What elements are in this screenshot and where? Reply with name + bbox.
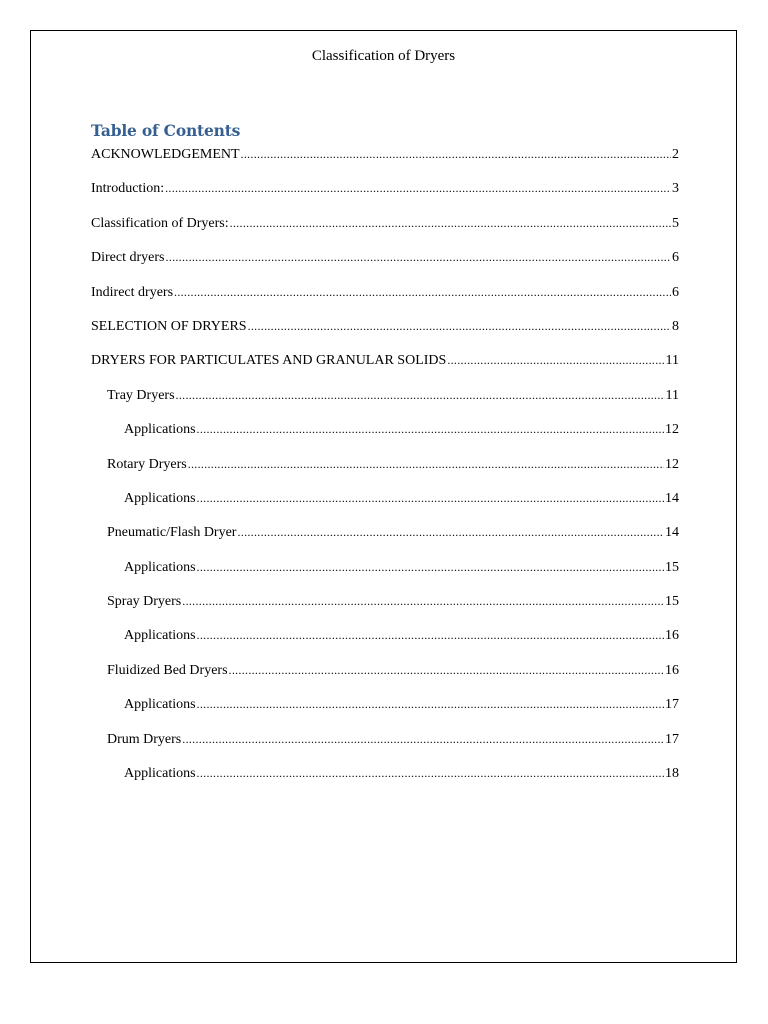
toc-entry-label[interactable]: ACKNOWLEDGEMENT xyxy=(91,147,240,162)
toc-entry[interactable] xyxy=(91,660,679,694)
toc-entry-label[interactable]: Applications xyxy=(124,559,196,575)
document-page xyxy=(30,30,737,963)
toc-dot-leader xyxy=(197,694,664,714)
toc-entry-page-number[interactable]: 17 xyxy=(665,731,679,747)
toc-entry-page-number[interactable]: 8 xyxy=(672,318,679,334)
toc-entry[interactable] xyxy=(91,694,679,728)
toc-entry[interactable] xyxy=(91,350,679,384)
toc-dot-leader xyxy=(197,557,664,577)
toc-entry-page-number[interactable]: 3 xyxy=(672,181,679,197)
toc-entry[interactable] xyxy=(91,213,679,247)
toc-entry-page-number[interactable]: 18 xyxy=(665,766,679,782)
toc-entry-page-number[interactable]: 6 xyxy=(672,284,679,300)
toc-dot-leader xyxy=(447,350,664,370)
toc-entry[interactable] xyxy=(91,454,679,488)
toc-entry-label[interactable]: Fluidized Bed Dryers xyxy=(107,662,228,678)
toc-entry[interactable] xyxy=(91,282,679,316)
toc-dot-leader xyxy=(165,178,671,198)
toc-entry[interactable] xyxy=(91,557,679,591)
toc-entry[interactable] xyxy=(91,763,679,797)
toc-dot-leader xyxy=(165,247,671,267)
toc-entry-page-number[interactable]: 14 xyxy=(665,490,679,506)
toc-entry-label[interactable]: Introduction: xyxy=(91,181,165,197)
toc-entry[interactable] xyxy=(91,144,679,178)
toc-entry-label[interactable]: Applications xyxy=(124,422,196,438)
toc-entry-label[interactable]: Indirect dryers xyxy=(91,284,174,300)
toc-entry[interactable] xyxy=(91,178,679,212)
toc-dot-leader xyxy=(248,316,671,336)
toc-dot-leader xyxy=(197,419,664,439)
toc-dot-leader xyxy=(182,729,664,749)
toc-dot-leader xyxy=(182,591,664,611)
toc-dot-leader xyxy=(174,282,671,302)
toc-entry-label[interactable]: Classification of Dryers: xyxy=(91,215,229,231)
toc-entry[interactable] xyxy=(91,625,679,659)
toc-entry-label[interactable]: Applications xyxy=(124,766,196,782)
toc-entry-page-number[interactable]: 6 xyxy=(672,250,679,266)
toc-entry-page-number[interactable]: 5 xyxy=(672,215,679,231)
toc-entry-label[interactable]: Applications xyxy=(124,697,196,713)
toc-entry[interactable] xyxy=(91,591,679,625)
toc-entry-page-number[interactable]: 16 xyxy=(665,662,679,678)
toc-entry[interactable] xyxy=(91,488,679,522)
toc-entry-page-number[interactable]: 15 xyxy=(665,559,679,575)
toc-dot-leader xyxy=(176,385,665,405)
toc-entry[interactable] xyxy=(91,316,679,350)
page-header: Classification of Dryers xyxy=(311,48,456,64)
toc-dot-leader xyxy=(229,660,664,680)
toc-entry-label[interactable]: Spray Dryers xyxy=(107,594,182,610)
toc-entry-page-number[interactable]: 14 xyxy=(665,525,679,541)
toc-entry-page-number[interactable]: 11 xyxy=(665,387,679,403)
toc-entry-label[interactable]: Tray Dryers xyxy=(107,387,175,403)
toc-entry-page-number[interactable]: 16 xyxy=(665,628,679,644)
toc-entry-label[interactable]: Applications xyxy=(124,628,196,644)
table-of-contents xyxy=(91,144,679,797)
toc-entry-label[interactable]: Direct dryers xyxy=(91,250,165,266)
toc-entry-page-number[interactable]: 2 xyxy=(672,147,679,162)
toc-entry[interactable] xyxy=(91,247,679,281)
toc-entry-label[interactable]: Drum Dryers xyxy=(107,731,182,747)
toc-entry[interactable] xyxy=(91,522,679,556)
toc-entry-page-number[interactable]: 12 xyxy=(665,456,679,472)
toc-heading: Table of Contents xyxy=(91,121,241,140)
toc-entry-label[interactable]: Applications xyxy=(124,490,196,506)
toc-entry[interactable] xyxy=(91,729,679,763)
toc-entry-page-number[interactable]: 12 xyxy=(665,422,679,438)
toc-entry-page-number[interactable]: 17 xyxy=(665,697,679,713)
toc-dot-leader xyxy=(197,488,664,508)
toc-dot-leader xyxy=(197,625,664,645)
toc-entry-label[interactable]: SELECTION OF DRYERS xyxy=(91,318,247,334)
toc-dot-leader xyxy=(197,763,664,783)
toc-dot-leader xyxy=(230,213,671,233)
toc-dot-leader xyxy=(188,454,664,474)
toc-dot-leader xyxy=(241,144,671,164)
toc-entry-page-number[interactable]: 11 xyxy=(665,353,679,369)
toc-dot-leader xyxy=(237,522,664,542)
toc-entry-label[interactable]: Rotary Dryers xyxy=(107,456,187,472)
toc-entry[interactable] xyxy=(91,419,679,453)
toc-entry[interactable] xyxy=(91,385,679,419)
toc-entry-label[interactable]: Pneumatic/Flash Dryer xyxy=(107,525,237,541)
toc-entry-label[interactable]: DRYERS FOR PARTICULATES AND GRANULAR SOLIDS xyxy=(91,353,447,369)
toc-entry-page-number[interactable]: 15 xyxy=(665,594,679,610)
